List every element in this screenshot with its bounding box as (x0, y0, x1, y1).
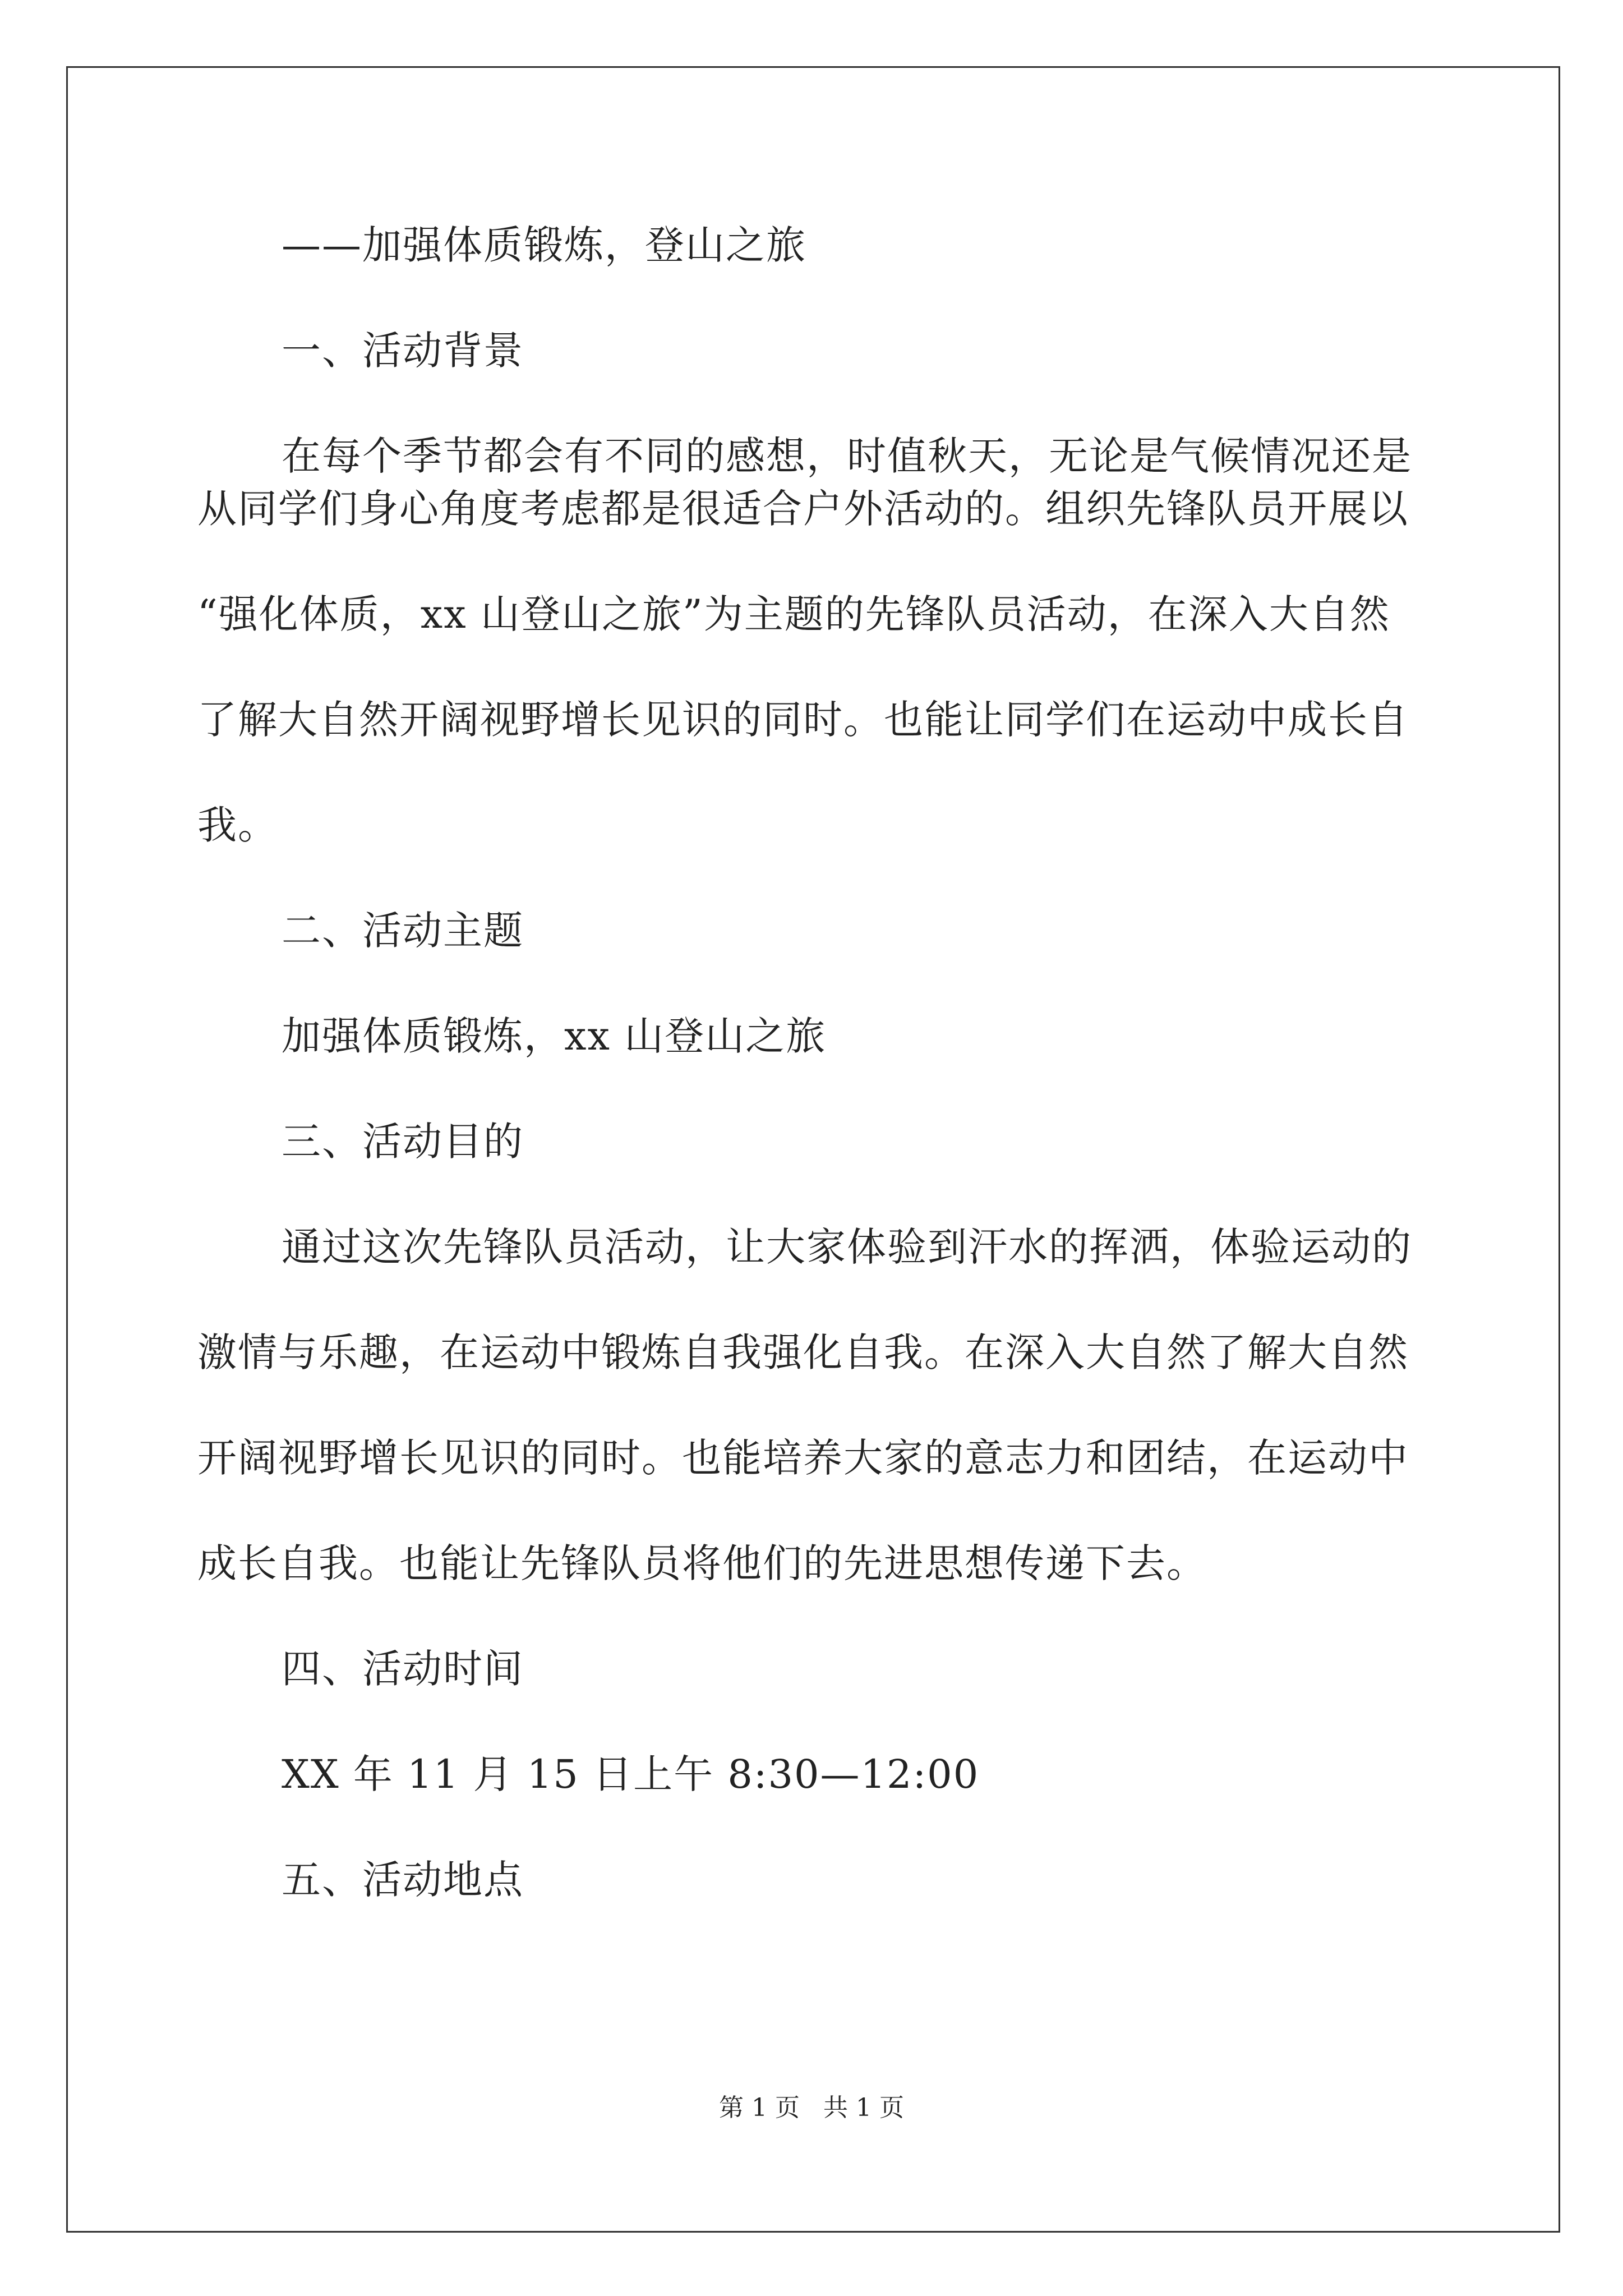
document-body (197, 219, 1420, 1959)
section-heading-background: 一、活动背景 (282, 328, 524, 374)
paragraph-line: 通过这次先锋队员活动，让大家体验到汗水的挥洒，体验运动的 (282, 1224, 1412, 1270)
background-paragraph (197, 430, 1420, 852)
paragraph-line: 我。 (197, 802, 278, 848)
paragraph-line: “强化体质，xx 山登山之旅”为主题的先锋队员活动，在深入大自然 (197, 591, 1390, 637)
purpose-paragraph (197, 1221, 1420, 1590)
section-heading-theme: 二、活动主题 (282, 908, 524, 954)
theme-text: 加强体质锻炼，xx 山登山之旅 (282, 1013, 827, 1059)
time-text: XX 年 11 月 15 日上午 8:30—12:00 (282, 1751, 980, 1797)
paragraph-line: 了解大自然开阔视野增长见识的同时。也能让同学们在运动中成长自 (197, 697, 1409, 743)
page-total: 共 1 页 (823, 2093, 904, 2122)
paragraph-line: 成长自我。也能让先锋队员将他们的先进思想传递下去。 (197, 1540, 1207, 1586)
page-footer (0, 2092, 1623, 2124)
section-heading-time: 四、活动时间 (282, 1646, 524, 1692)
paragraph-line: 在每个季节都会有不同的感想，时值秋天，无论是气候情况还是 (282, 433, 1412, 479)
section-heading-purpose: 三、活动目的 (282, 1119, 524, 1165)
paragraph-line: 激情与乐趣，在运动中锻炼自我强化自我。在深入大自然了解大自然 (197, 1329, 1409, 1375)
document-subtitle: ——加强体质锻炼，登山之旅 (282, 222, 806, 268)
paragraph-line: 从同学们身心角度考虑都是很适合户外活动的。组织先锋队员开展以 (197, 486, 1409, 532)
page-number: 第 1 页 (719, 2093, 800, 2122)
section-heading-location: 五、活动地点 (282, 1857, 524, 1903)
paragraph-line: 开阔视野增长见识的同时。也能培养大家的意志力和团结，在运动中 (197, 1435, 1409, 1481)
